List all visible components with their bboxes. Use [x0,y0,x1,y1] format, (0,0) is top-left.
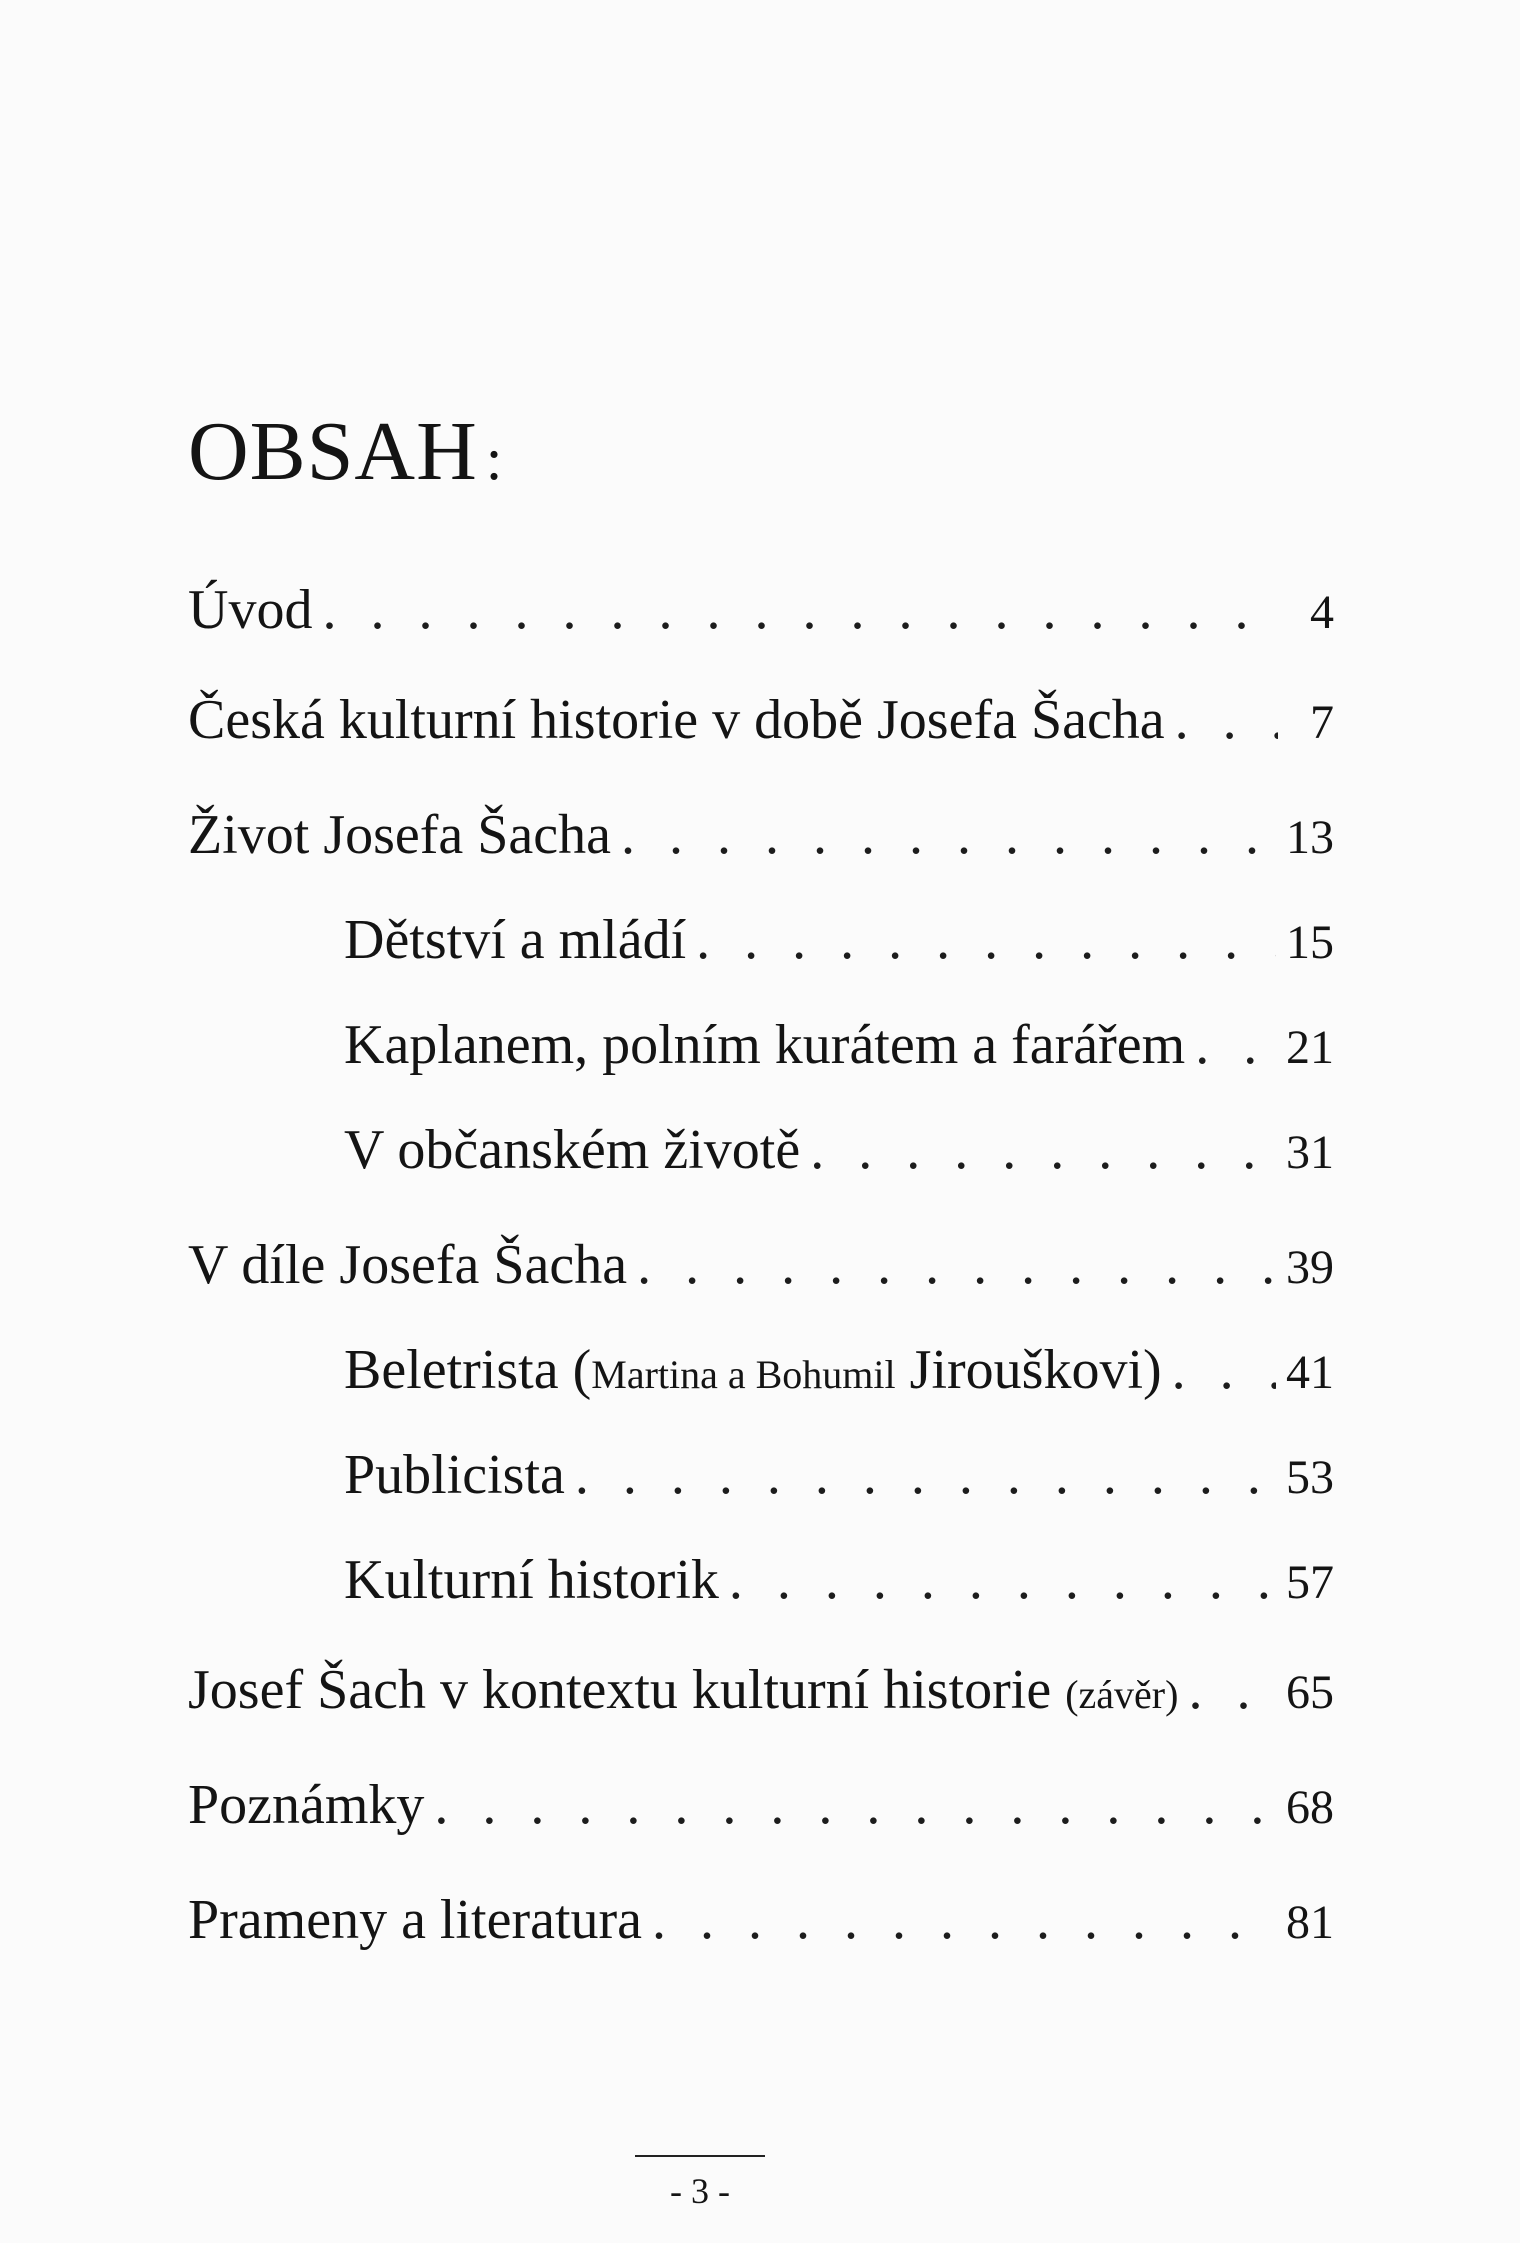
toc-entry-prameny[interactable] [188,1890,1334,1952]
heading-text: OBSAH [188,405,478,498]
dot-leader [1188,1660,1276,1722]
dot-leader [810,1120,1276,1182]
toc-entry-page: 7 [1310,696,1334,749]
toc-entry-title: Poznámky [188,1774,425,1836]
dot-leader [696,910,1276,972]
toc-entry-title: Dětství a mládí [344,909,687,971]
toc-entry-title [344,1340,1162,1402]
toc-entry-page: 13 [1286,811,1334,864]
toc-entry-page: 31 [1286,1126,1334,1179]
toc-entry-page: 4 [1310,586,1334,639]
toc-entry-page: 68 [1286,1781,1334,1834]
toc-entry-zaver[interactable] [188,1660,1334,1722]
toc-entry-kaplanem[interactable] [344,1015,1334,1077]
toc-entry-zivot[interactable] [188,805,1334,867]
toc-entry-title: V občanském životě [344,1119,801,1181]
page-number: - 3 - [670,2171,730,2211]
toc-entry-page: 53 [1286,1451,1334,1504]
toc-entry-detstvi[interactable] [344,910,1334,972]
toc-entry-page: 81 [1286,1896,1334,1949]
toc-entry-obcanskem-zivote[interactable] [344,1120,1334,1182]
toc-entry-v-dile[interactable] [188,1235,1334,1297]
toc-entry-note: Martina a Bohumil [591,1352,896,1397]
toc-entry-title-start: Josef Šach v kontextu kulturní historie [188,1659,1066,1721]
toc-entry-title: Česká kulturní historie v době Josefa Šacha [188,689,1165,751]
toc-entry-title: Kulturní historik [344,1549,719,1611]
toc-entry-title-end: Jirouškovi) [895,1339,1162,1401]
toc-entry-publicista[interactable] [344,1445,1334,1507]
toc-entry-title: Kaplanem, polním kurátem a farářem [344,1014,1186,1076]
dot-leader [652,1890,1276,1952]
toc-entry-uvod[interactable] [188,580,1334,642]
dot-leader [637,1235,1276,1297]
dot-leader [322,580,1278,642]
toc-entry-note: (závěr) [1065,1672,1179,1717]
toc-entry-page: 57 [1286,1556,1334,1609]
heading-colon: : [485,426,504,492]
contents-heading [188,405,504,498]
toc-entry-page: 65 [1286,1666,1334,1719]
toc-entry-beletrista[interactable] [344,1340,1334,1402]
toc-entry-page: 21 [1286,1021,1334,1074]
dot-leader [1175,690,1278,752]
dot-leader [1195,1015,1276,1077]
toc-entry-title: Život Josefa Šacha [188,804,611,866]
toc-entry-title: V díle Josefa Šacha [188,1234,628,1296]
dot-leader [575,1445,1276,1507]
toc-entry-ceska-kulturni-historie[interactable] [188,690,1334,752]
toc-entry-page: 39 [1286,1241,1334,1294]
toc-entry-title-start: Beletrista ( [344,1339,592,1401]
toc-entry-poznamky[interactable] [188,1775,1334,1837]
footer-divider [635,2155,765,2157]
dot-leader [1172,1340,1276,1402]
dot-leader [434,1775,1276,1837]
toc-entry-title [188,1660,1178,1722]
toc-entry-title: Úvod [188,579,313,641]
toc-entry-page: 15 [1286,916,1334,969]
toc-entry-kulturni-historik[interactable] [344,1550,1334,1612]
dot-leader [729,1550,1276,1612]
toc-entry-title: Prameny a literatura [188,1889,643,1951]
toc-entry-page: 41 [1286,1346,1334,1399]
dot-leader [621,805,1276,867]
toc-entry-title: Publicista [344,1444,565,1506]
